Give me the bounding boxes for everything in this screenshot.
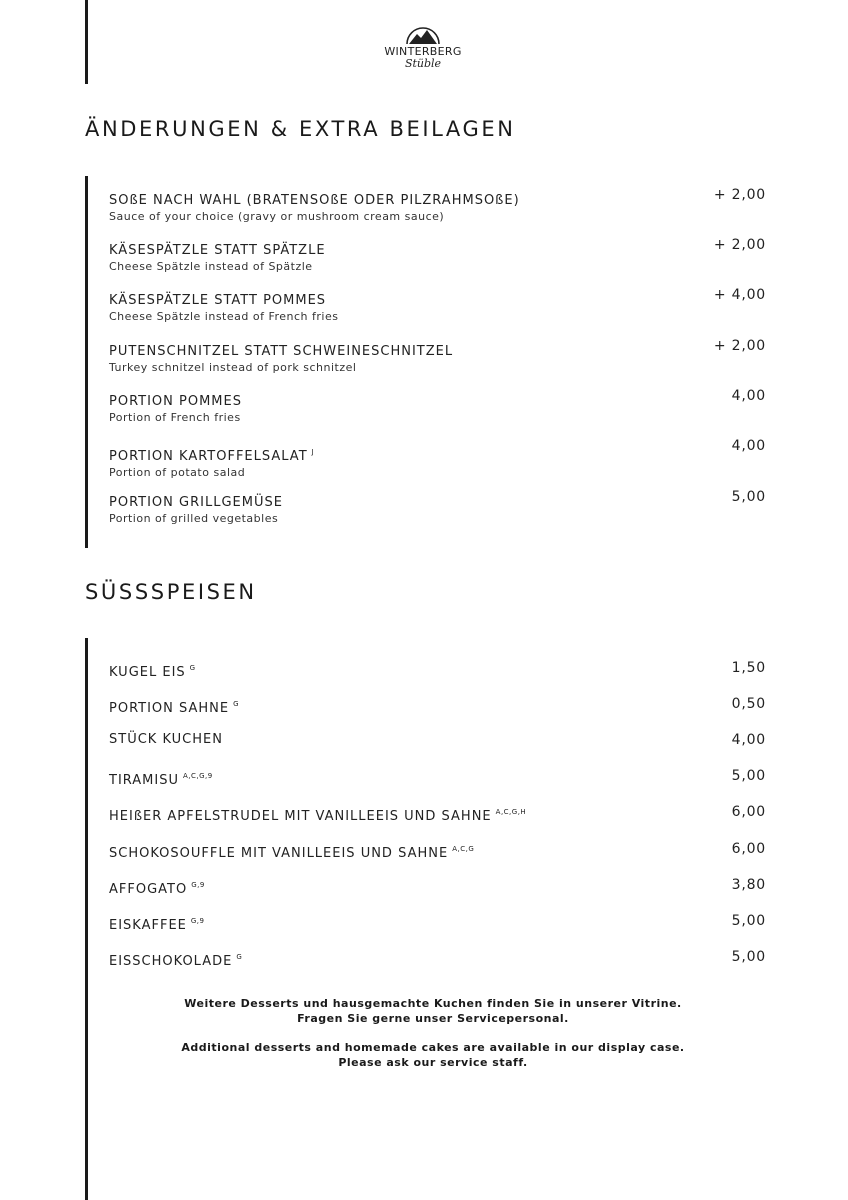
section-title-extras: ÄNDERUNGEN & EXTRA BEILAGEN	[85, 117, 516, 141]
note-english	[85, 1040, 781, 1070]
item-price: 3,80	[731, 877, 766, 893]
item-description: Portion of French fries	[109, 411, 241, 424]
menu-item	[109, 732, 766, 748]
menu-item	[109, 187, 766, 224]
item-name: KÄSESPÄTZLE STATT SPÄTZLE	[109, 243, 326, 258]
item-price: 5,00	[731, 489, 766, 505]
item-name: SOßE NACH WAHL (BRATENSOßE ODER PILZRAHMSOßE)	[109, 193, 520, 208]
item-price: 0,50	[731, 696, 766, 712]
top-rule	[85, 0, 88, 84]
menu-item	[109, 877, 766, 898]
item-price: 5,00	[731, 913, 766, 929]
allergen-codes: A,C,G	[452, 845, 475, 853]
item-description: Cheese Spätzle instead of Spätzle	[109, 260, 313, 273]
section-1-rule	[85, 176, 88, 548]
item-price: 1,50	[731, 660, 766, 676]
item-price: + 4,00	[713, 287, 766, 303]
item-description: Cheese Spätzle instead of French fries	[109, 310, 339, 323]
item-name: EISKAFFEE $^{G,9}$	[109, 917, 205, 933]
menu-item	[109, 388, 766, 425]
item-price: + 2,00	[713, 237, 766, 253]
note-line: Weitere Desserts und hausgemachte Kuchen finden Sie in unserer Vitrine.	[184, 997, 682, 1010]
item-name: EISSCHOKOLADE $^G$	[109, 953, 243, 969]
menu-item	[109, 489, 766, 526]
menu-item	[109, 841, 766, 862]
item-price: 6,00	[731, 841, 766, 857]
item-name: PORTION POMMES	[109, 394, 242, 409]
menu-item	[109, 660, 766, 681]
note-line: Fragen Sie gerne unser Servicepersonal.	[297, 1012, 569, 1025]
item-description: Portion of potato salad	[109, 466, 246, 479]
item-name: PORTION GRILLGEMÜSE	[109, 495, 283, 510]
item-price: 4,00	[731, 732, 766, 748]
item-name: KÄSESPÄTZLE STATT POMMES	[109, 293, 327, 308]
item-name: SCHOKOSOUFFLE MIT VANILLEEIS UND SAHNE $^{A,C,G}$	[109, 845, 475, 861]
item-price: + 2,00	[713, 338, 766, 354]
allergen-codes: G,9	[190, 917, 205, 925]
item-name: STÜCK KUCHEN	[109, 732, 223, 747]
menu-item	[109, 768, 766, 789]
logo-script-text: Stüble	[404, 57, 442, 70]
menu-item	[109, 287, 766, 324]
item-price: 5,00	[731, 949, 766, 965]
note-line: Please ask our service staff.	[338, 1056, 528, 1069]
menu-item	[109, 438, 766, 480]
logo-brand-text: WINTERBERG	[384, 45, 462, 58]
item-name: KUGEL EIS $^G$	[109, 664, 196, 680]
allergen-codes: A,C,G,9	[183, 772, 213, 780]
section-title-desserts: SÜSSSPEISEN	[85, 580, 257, 604]
menu-item	[109, 696, 766, 717]
note-line: Additional desserts and homemade cakes are available in our display case.	[181, 1041, 685, 1054]
item-name: HEIßER APFELSTRUDEL MIT VANILLEEIS UND SAHNE $^{A,C,G,H}$	[109, 808, 527, 824]
item-name: AFFOGATO $^{G,9}$	[109, 881, 205, 897]
item-description: Sauce of your choice (gravy or mushroom cream sauce)	[109, 210, 445, 223]
note-german	[85, 996, 781, 1026]
item-price: + 2,00	[713, 187, 766, 203]
item-name: PORTION KARTOFFELSALAT $^J$	[109, 448, 315, 464]
menu-item	[109, 913, 766, 934]
menu-item	[109, 949, 766, 970]
item-price: 6,00	[731, 804, 766, 820]
menu-item	[109, 237, 766, 274]
menu-item	[109, 338, 766, 375]
allergen-codes: A,C,G,H	[495, 808, 527, 816]
item-description: Portion of grilled vegetables	[109, 512, 279, 525]
allergen-codes: G	[236, 953, 243, 961]
item-name: PORTION SAHNE $^G$	[109, 700, 240, 716]
allergen-codes: G	[189, 664, 196, 672]
item-description: Turkey schnitzel instead of pork schnitzel	[109, 361, 357, 374]
allergen-codes: G	[233, 700, 240, 708]
item-price: 4,00	[731, 438, 766, 454]
menu-item	[109, 804, 766, 825]
allergen-codes: G,9	[191, 881, 205, 889]
logo	[365, 24, 481, 76]
item-name: TIRAMISU $^{A,C,G,9}$	[109, 772, 213, 788]
allergen-codes: J	[311, 448, 315, 456]
item-price: 4,00	[731, 388, 766, 404]
section-2-rule	[85, 638, 88, 1200]
item-name: PUTENSCHNITZEL STATT SCHWEINESCHNITZEL	[109, 344, 454, 359]
item-price: 5,00	[731, 768, 766, 784]
